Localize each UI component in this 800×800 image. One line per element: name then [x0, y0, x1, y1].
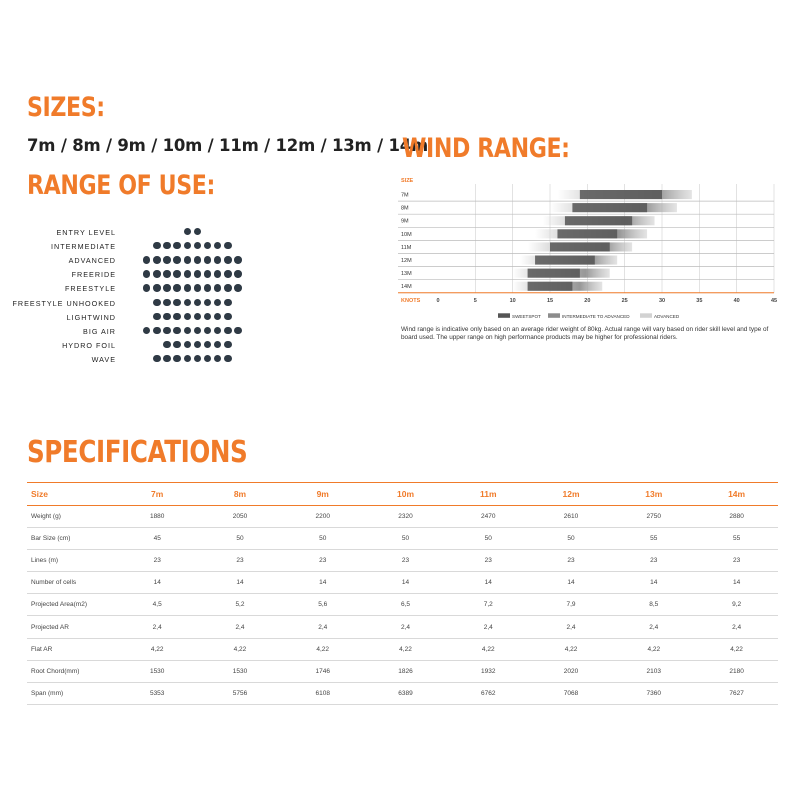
- wind-size-label: 7M: [401, 192, 409, 199]
- range-of-use-dot: [224, 284, 231, 291]
- table-cell: 4,22: [447, 638, 530, 660]
- table-header-cell: 10m: [364, 483, 447, 506]
- table-cell: 7360: [612, 682, 695, 704]
- table-cell: Root Chord(mm): [27, 660, 116, 682]
- table-cell: Flat AR: [27, 638, 116, 660]
- table-cell: 7627: [695, 682, 778, 704]
- table-cell: 50: [199, 528, 282, 550]
- table-cell: 2880: [695, 506, 778, 528]
- range-of-use-dot: [194, 355, 201, 362]
- table-header-cell: 9m: [281, 483, 364, 506]
- table-cell: 4,22: [199, 638, 282, 660]
- range-of-use-dot: [163, 341, 170, 348]
- table-cell: 2320: [364, 506, 447, 528]
- knots-tick-label: 30: [658, 297, 666, 304]
- range-of-use-dot: [194, 242, 201, 249]
- range-of-use-dot: [234, 284, 241, 291]
- table-cell: 4,22: [364, 638, 447, 660]
- range-of-use-dot: [153, 270, 160, 277]
- table-cell: 6,5: [364, 594, 447, 616]
- wind-size-label: 8M: [401, 205, 409, 212]
- knots-tick-label: 25: [621, 297, 628, 304]
- range-of-use-dot: [214, 270, 221, 277]
- table-cell: Weight (g): [27, 506, 116, 528]
- table-cell: 4,5: [116, 594, 199, 616]
- range-of-use-heading: RANGE OF USE:: [27, 170, 215, 201]
- range-of-use-dot: [194, 256, 201, 263]
- table-row: [27, 550, 778, 572]
- range-of-use-dot: [194, 341, 201, 348]
- table-cell: 55: [695, 528, 778, 550]
- range-of-use-dot: [163, 270, 170, 277]
- wind-size-label: 10M: [401, 231, 412, 238]
- table-cell: 5,2: [199, 594, 282, 616]
- range-of-use-dot: [194, 270, 201, 277]
- range-of-use-dot: [224, 313, 231, 320]
- table-cell: 4,22: [281, 638, 364, 660]
- table-cell: 50: [364, 528, 447, 550]
- range-of-use-label: LIGHTWIND: [66, 312, 116, 322]
- legend-swatch: [640, 313, 652, 318]
- range-of-use-dot: [184, 270, 191, 277]
- wind-sweetspot-bar: [580, 190, 662, 199]
- range-of-use-dot: [204, 355, 211, 362]
- table-row: [27, 682, 778, 704]
- range-of-use-dot: [214, 355, 221, 362]
- range-of-use-dot: [184, 228, 191, 235]
- table-cell: 14: [612, 572, 695, 594]
- knots-tick-label: 15: [546, 297, 554, 304]
- range-of-use-dot: [204, 299, 211, 306]
- table-cell: 8,5: [612, 594, 695, 616]
- table-cell: 14: [281, 572, 364, 594]
- table-row: [27, 572, 778, 594]
- range-of-use-dot: [204, 284, 211, 291]
- table-cell: 50: [447, 528, 530, 550]
- table-header-cell: 12m: [530, 483, 613, 506]
- table-cell: 2750: [612, 506, 695, 528]
- knots-axis-label: KNOTS: [401, 297, 421, 304]
- table-cell: 23: [116, 550, 199, 572]
- wind-size-label: 13M: [401, 271, 412, 278]
- table-cell: 1530: [116, 660, 199, 682]
- table-cell: 1746: [281, 660, 364, 682]
- table-header-row: [27, 483, 778, 506]
- range-of-use-dot: [204, 270, 211, 277]
- range-of-use-dot: [184, 327, 191, 334]
- table-cell: 1826: [364, 660, 447, 682]
- range-of-use-dot: [194, 284, 201, 291]
- table-cell: 2020: [530, 660, 613, 682]
- specifications-table: [27, 482, 778, 705]
- range-of-use-dot: [173, 284, 180, 291]
- knots-tick-label: 10: [509, 297, 516, 304]
- knots-tick-label: 35: [696, 297, 703, 304]
- range-of-use-dot: [153, 313, 160, 320]
- range-of-use-dot: [184, 299, 191, 306]
- wind-range-heading: WIND RANGE:: [402, 133, 570, 164]
- table-cell: Number of cells: [27, 572, 116, 594]
- table-cell: 4,22: [612, 638, 695, 660]
- range-of-use-dot: [163, 327, 170, 334]
- range-of-use-dot: [173, 242, 180, 249]
- table-cell: 7,2: [447, 594, 530, 616]
- range-of-use-dot: [173, 355, 180, 362]
- range-of-use-label: WAVE: [91, 354, 116, 364]
- range-of-use-dot: [173, 327, 180, 334]
- table-cell: 4,22: [116, 638, 199, 660]
- table-cell: Bar Size (cm): [27, 528, 116, 550]
- table-cell: 14: [199, 572, 282, 594]
- wind-size-label: 14M: [401, 284, 412, 291]
- range-of-use-dot: [234, 256, 241, 263]
- table-cell: 23: [695, 550, 778, 572]
- table-row: [27, 660, 778, 682]
- table-cell: 2,4: [447, 616, 530, 638]
- sizes-heading: SIZES:: [27, 92, 105, 123]
- table-cell: 7,9: [530, 594, 613, 616]
- range-of-use-dot: [224, 270, 231, 277]
- range-of-use-dot: [184, 284, 191, 291]
- knots-tick-label: 40: [733, 297, 740, 304]
- range-of-use-label: ENTRY LEVEL: [56, 228, 116, 237]
- wind-sweetspot-bar: [550, 242, 610, 251]
- size-axis-label: SIZE: [401, 178, 414, 184]
- table-cell: 23: [530, 550, 613, 572]
- range-of-use-dot: [184, 313, 191, 320]
- table-cell: 2,4: [612, 616, 695, 638]
- table-cell: 23: [364, 550, 447, 572]
- range-of-use-dot: [163, 242, 170, 249]
- legend-label: SWEETSPOT: [512, 313, 541, 319]
- table-cell: 2,4: [116, 616, 199, 638]
- table-cell: 23: [612, 550, 695, 572]
- range-of-use-dot: [173, 299, 180, 306]
- table-cell: 6762: [447, 682, 530, 704]
- range-of-use-dot: [204, 341, 211, 348]
- range-of-use-dot: [214, 256, 221, 263]
- table-cell: 2,4: [364, 616, 447, 638]
- range-of-use-dot: [184, 355, 191, 362]
- range-of-use-dot: [153, 284, 160, 291]
- range-of-use-dot: [173, 341, 180, 348]
- wind-sweetspot-bar: [528, 282, 573, 291]
- table-cell: 23: [199, 550, 282, 572]
- table-cell: 9,2: [695, 594, 778, 616]
- table-cell: Lines (m): [27, 550, 116, 572]
- range-of-use-dot: [224, 299, 231, 306]
- table-cell: 6108: [281, 682, 364, 704]
- table-cell: 14: [116, 572, 199, 594]
- table-cell: 50: [281, 528, 364, 550]
- range-of-use-dot: [173, 256, 180, 263]
- range-of-use-dot: [153, 355, 160, 362]
- wind-range-note: Wind range is indicative only based on an average rider weight of 80kg. Actual range will vary based on rider skill level and type of board used. The upper range on high performance products may be higher for professional riders.: [401, 326, 769, 342]
- range-of-use-label: INTERMEDIATE: [51, 242, 116, 252]
- range-of-use-dot: [143, 284, 150, 291]
- range-of-use-dot: [224, 355, 231, 362]
- wind-sweetspot-bar: [565, 216, 632, 225]
- range-of-use-dot: [153, 327, 160, 334]
- range-of-use-dot: [163, 256, 170, 263]
- range-of-use-dot: [214, 284, 221, 291]
- table-row: [27, 616, 778, 638]
- table-cell: 2470: [447, 506, 530, 528]
- wind-range-chart: [398, 170, 788, 322]
- range-of-use-label: HYDRO FOIL: [62, 340, 116, 350]
- range-of-use-label: FREERIDE: [71, 270, 116, 280]
- knots-tick-label: 20: [584, 297, 591, 304]
- table-cell: 1932: [447, 660, 530, 682]
- range-of-use-dot: [153, 242, 160, 249]
- legend-label: ADVANCED: [654, 313, 680, 319]
- range-of-use-dot: [234, 270, 241, 277]
- legend-label: INTERMEDIATE TO ADVANCED: [562, 313, 630, 319]
- range-of-use-dot: [194, 299, 201, 306]
- table-header-cell: 11m: [447, 483, 530, 506]
- range-of-use-dot: [184, 256, 191, 263]
- range-of-use-label: FREESTYLE: [65, 284, 116, 294]
- legend-swatch: [498, 313, 510, 318]
- table-cell: 14: [695, 572, 778, 594]
- knots-tick-label: 5: [473, 297, 477, 304]
- range-of-use-dot: [184, 242, 191, 249]
- range-of-use-dot: [163, 355, 170, 362]
- range-of-use-dot: [214, 299, 221, 306]
- table-cell: 14: [447, 572, 530, 594]
- knots-tick-label: 45: [770, 297, 778, 304]
- wind-sweetspot-bar: [572, 203, 647, 212]
- range-of-use-dot: [204, 313, 211, 320]
- table-cell: 7068: [530, 682, 613, 704]
- table-cell: 2,4: [695, 616, 778, 638]
- range-of-use-label: ADVANCED: [68, 256, 116, 266]
- sizes-list: 7m / 8m / 9m / 10m / 11m / 12m / 13m / 14m: [27, 136, 428, 155]
- wind-size-label: 12M: [401, 258, 412, 264]
- table-cell: 23: [447, 550, 530, 572]
- range-of-use-dot: [214, 313, 221, 320]
- table-header-cell: Size: [27, 483, 116, 506]
- range-of-use-dot: [194, 228, 201, 235]
- table-header-cell: 14m: [695, 483, 778, 506]
- range-of-use-label: BIG AIR: [83, 326, 116, 336]
- range-of-use-dot: [143, 256, 150, 263]
- table-cell: Span (mm): [27, 682, 116, 704]
- specifications-heading: SPECIFICATIONS: [27, 435, 248, 470]
- table-cell: 2103: [612, 660, 695, 682]
- table-header-cell: 7m: [116, 483, 199, 506]
- range-of-use-dot: [173, 270, 180, 277]
- table-cell: 55: [612, 528, 695, 550]
- table-cell: 2200: [281, 506, 364, 528]
- range-of-use-dot: [153, 299, 160, 306]
- table-cell: Projected AR: [27, 616, 116, 638]
- range-of-use-dot: [224, 256, 231, 263]
- table-cell: 14: [364, 572, 447, 594]
- wind-size-label: 9M: [401, 218, 409, 225]
- table-cell: Projected Area(m2): [27, 594, 116, 616]
- table-cell: 45: [116, 528, 199, 550]
- table-cell: 14: [530, 572, 613, 594]
- table-cell: 6389: [364, 682, 447, 704]
- table-row: [27, 594, 778, 616]
- range-of-use-dot: [204, 242, 211, 249]
- range-of-use-dot: [173, 313, 180, 320]
- wind-sweetspot-bar: [557, 229, 617, 238]
- range-of-use-dot: [234, 327, 241, 334]
- range-of-use-dot: [204, 256, 211, 263]
- table-cell: 2050: [199, 506, 282, 528]
- range-of-use-dot: [184, 341, 191, 348]
- table-cell: 4,22: [695, 638, 778, 660]
- range-of-use-dot: [214, 341, 221, 348]
- range-of-use-dot: [214, 242, 221, 249]
- range-of-use-dot: [194, 313, 201, 320]
- table-cell: 4,22: [530, 638, 613, 660]
- table-cell: 1530: [199, 660, 282, 682]
- legend-swatch: [548, 313, 560, 318]
- table-row: [27, 638, 778, 660]
- table-header-cell: 8m: [199, 483, 282, 506]
- range-of-use-dot: [204, 327, 211, 334]
- wind-sweetspot-bar: [528, 269, 580, 278]
- wind-sweetspot-bar: [535, 256, 595, 265]
- table-row: [27, 528, 778, 550]
- knots-tick-label: 0: [436, 297, 440, 304]
- range-of-use-dot: [143, 270, 150, 277]
- table-cell: 2,4: [199, 616, 282, 638]
- range-of-use-dot: [224, 341, 231, 348]
- range-of-use-label: FREESTYLE UNHOOKED: [12, 298, 116, 308]
- range-of-use-dot: [163, 299, 170, 306]
- table-cell: 2,4: [530, 616, 613, 638]
- table-header-cell: 13m: [612, 483, 695, 506]
- table-cell: 5756: [199, 682, 282, 704]
- range-of-use-dot: [224, 242, 231, 249]
- range-of-use-dot: [224, 327, 231, 334]
- table-cell: 1880: [116, 506, 199, 528]
- range-of-use-dot: [214, 327, 221, 334]
- table-cell: 2,4: [281, 616, 364, 638]
- table-cell: 2610: [530, 506, 613, 528]
- table-row: [27, 506, 778, 528]
- range-of-use-dot: [163, 313, 170, 320]
- range-of-use-dot: [153, 256, 160, 263]
- table-cell: 2180: [695, 660, 778, 682]
- wind-size-label: 11M: [401, 244, 412, 251]
- range-of-use-dot: [194, 327, 201, 334]
- table-cell: 23: [281, 550, 364, 572]
- table-cell: 50: [530, 528, 613, 550]
- table-cell: 5,6: [281, 594, 364, 616]
- range-of-use-dot: [163, 284, 170, 291]
- range-of-use-dot: [143, 327, 150, 334]
- table-cell: 5353: [116, 682, 199, 704]
